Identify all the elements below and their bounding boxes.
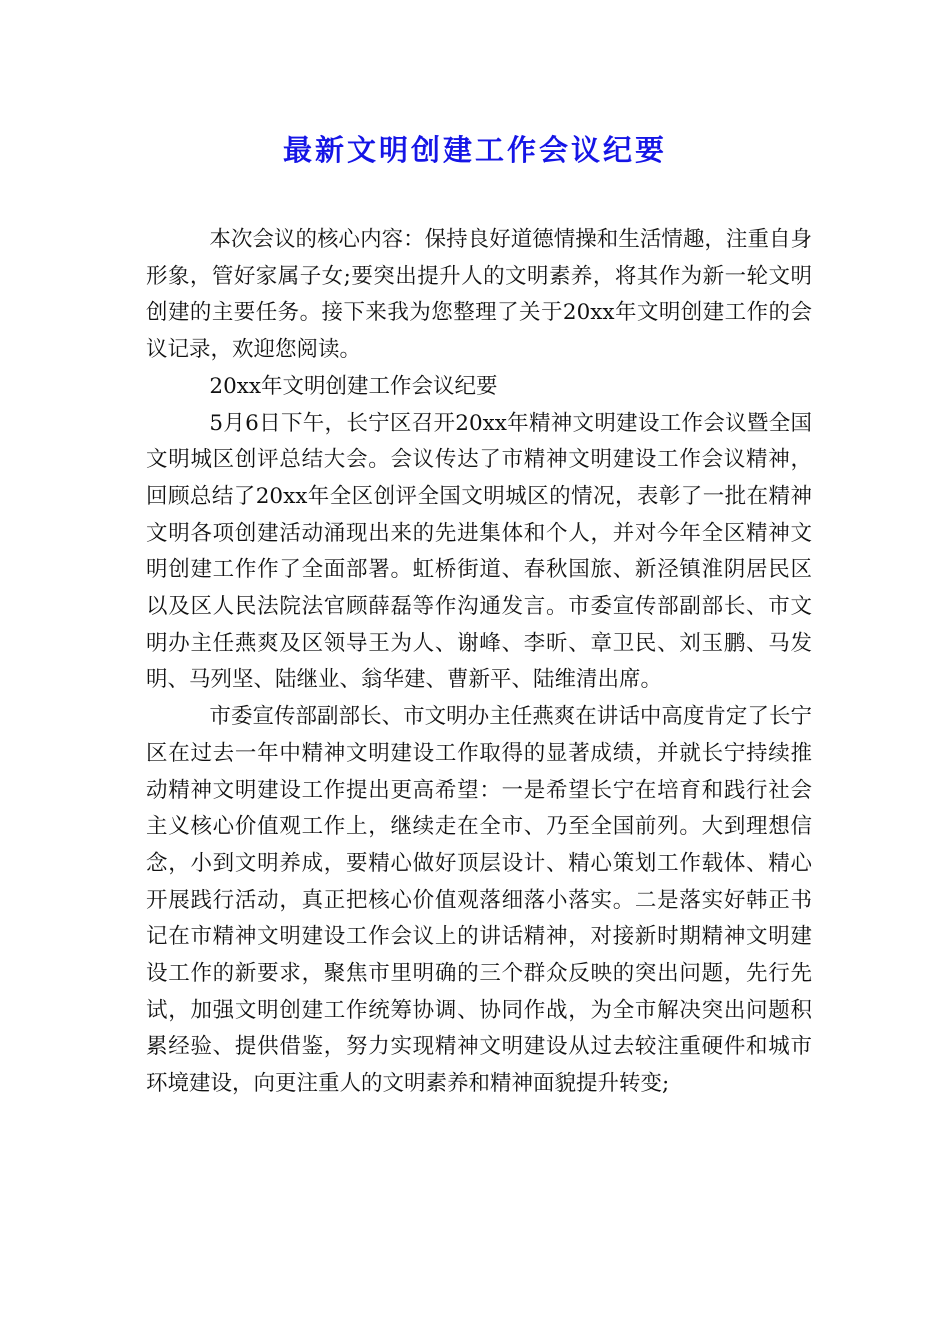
document-title: 最新文明创建工作会议纪要	[282, 133, 667, 167]
paragraph-intro: 本次会议的核心内容：保持良好道德情操和生活情趣，注重自身形象，管好家属子女;要突出提升人的文明素养，将其作为新一轮文明创建的主要任务。接下来我为您整理了关于20xx年文明创建工作的会议记录，欢迎您阅读。	[146, 227, 812, 363]
document-body	[146, 222, 812, 1103]
paragraph-subtitle: 20xx年文明创建工作会议纪要	[209, 373, 498, 399]
paragraph-meeting-summary: 5月6日下午，长宁区召开20xx年精神文明建设工作会议暨全国文明城区创评总结大会。会议传达了市精神文明建设工作会议精神，回顾总结了20xx年全区创评全国文明城区的情况，表彰了一批在精神文明各项创建活动涌现出来的先进集体和个人，并对今年全区精神文明创建工作作了全面部署。虹桥街道、春秋国旅、新泾镇淮阴居民区以及区人民法院法官顾薛磊等作沟通发言。市委宣传部副部长、市文明办主任燕爽及区领导王为人、谢峰、李昕、章卫民、刘玉鹏、马发明、马列坚、陆继业、翁华建、曹新平、陆维清出席。	[146, 410, 812, 693]
paragraph-speech: 市委宣传部副部长、市文明办主任燕爽在讲话中高度肯定了长宁区在过去一年中精神文明建设工作取得的显著成绩，并就长宁持续推动精神文明建设工作提出更高希望：一是希望长宁在培育和践行社会主义核心价值观工作上，继续走在全市、乃至全国前列。大到理想信念，小到文明养成，要精心做好顶层设计、精心策划工作载体、精心开展践行活动，真正把核心价值观落细落小落实。二是落实好韩正书记在市精神文明建设工作会议上的讲话精神，对接新时期精神文明建设工作的新要求，聚焦市里明确的三个群众反映的突出问题，先行先试，加强文明创建工作统筹协调、协同作战，为全市解决突出问题积累经验、提供借鉴，努力实现精神文明建设从过去较注重硬件和城市环境建设，向更注重人的文明素养和精神面貌提升转变;	[146, 704, 812, 1097]
